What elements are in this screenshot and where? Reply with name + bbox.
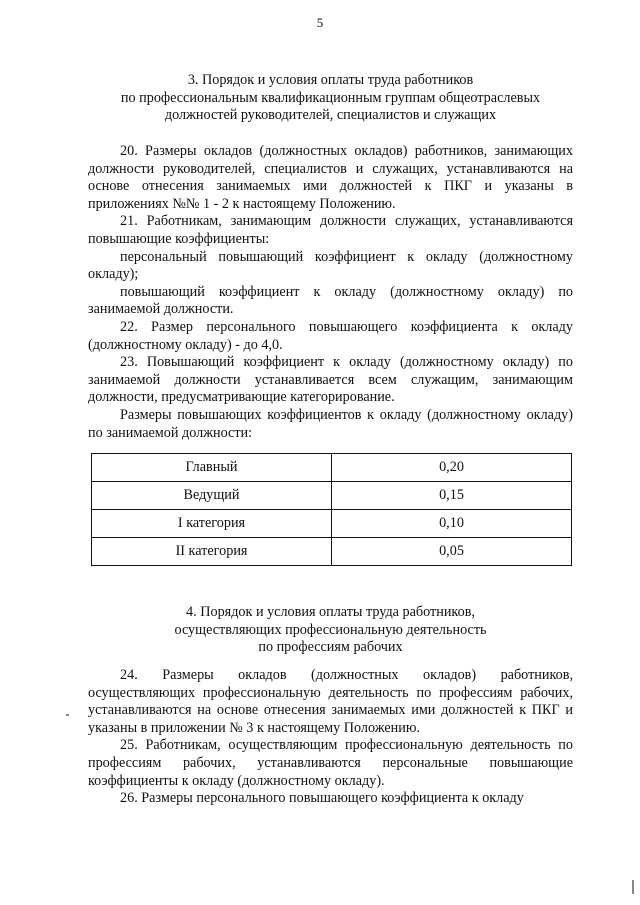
- table-row: [92, 538, 572, 566]
- scan-artifact-mark: [66, 714, 69, 716]
- paragraph-coefficient-sizes: Размеры повышающих коэффициентов к окладу (должностному окладу) по занимаемой должности:: [88, 406, 573, 441]
- paragraph-23: 23. Повышающий коэффициент к окладу (должностному окладу) по занимаемой должности устанавливается всем служащим, занимающим должности, предусматривающие категорирование.: [88, 354, 573, 406]
- table-cell-category: Главный: [92, 454, 332, 482]
- section-3-heading-line: по профессиональным квалификационным группам общеотраслевых: [120, 89, 541, 106]
- section-4-heading-line: осуществляющих профессиональную деятельность: [174, 621, 487, 638]
- paragraph-20: 20. Размеры окладов (должностных окладов) работников, занимающих должности руководителей, специалистов и служащих, устанавливаются на основе отнесения занимаемых ими должностей к ПКГ и указаны в приложениях №№ 1 - 2 к настоящему Положению.: [88, 143, 573, 212]
- paragraph-21: 21. Работникам, занимающим должности служащих, устанавливаются повышающие коэффициенты:: [88, 213, 573, 247]
- scan-artifact-mark: [632, 880, 634, 894]
- section-3-heading-line: 3. Порядок и условия оплаты труда работников: [187, 72, 474, 88]
- section-3-heading: [88, 72, 573, 125]
- table-cell-category: II категория: [92, 538, 332, 566]
- table-cell-category: I категория: [92, 510, 332, 538]
- table-row: [92, 510, 572, 538]
- paragraph-25: 25. Работникам, осуществляющим профессиональную деятельность по профессиям рабочих, устанавливаются персональные повышающие коэффициенты к окладу (должностному окладу).: [88, 737, 573, 789]
- table-row: [92, 454, 572, 482]
- table-cell-coefficient: 0,15: [332, 482, 572, 510]
- paragraph-22: 22. Размер персонального повышающего коэффициента к окладу (должностному окладу) - до 4,0.: [88, 318, 573, 353]
- list-item-personal-coefficient: персональный повышающий коэффициент к окладу (должностному окладу);: [88, 248, 573, 283]
- paragraph-26: 26. Размеры персонального повышающего коэффициента к окладу: [120, 790, 524, 807]
- section-4-heading-line: по профессиям рабочих: [258, 639, 403, 656]
- table-row: [92, 482, 572, 510]
- section-4-body: [88, 667, 573, 808]
- section-4-heading-line: 4. Порядок и условия оплаты труда работников,: [186, 604, 475, 620]
- coefficient-table: [91, 453, 572, 566]
- section-4-heading: [88, 604, 573, 657]
- table-cell-coefficient: 0,10: [332, 510, 572, 538]
- section-3-heading-line: должностей руководителей, специалистов и служащих: [164, 107, 497, 124]
- table-cell-coefficient: 0,05: [332, 538, 572, 566]
- table-cell-coefficient: 0,20: [332, 454, 572, 482]
- page-number: 5: [316, 15, 324, 30]
- section-3-body: [88, 143, 573, 442]
- coefficient-table-wrapper: [88, 453, 573, 566]
- table-cell-category: Ведущий: [92, 482, 332, 510]
- list-item-position-coefficient: повышающий коэффициент к окладу (должностному окладу) по занимаемой должности.: [88, 283, 573, 318]
- paragraph-24: 24. Размеры окладов (должностных окладов) работников, осуществляющих профессиональную деятельность по профессиям рабочих, устанавливаются на основе отнесения занимаемых ими должностей к ПКГ и указаны в приложении № 3 к настоящему Положению.: [88, 667, 573, 736]
